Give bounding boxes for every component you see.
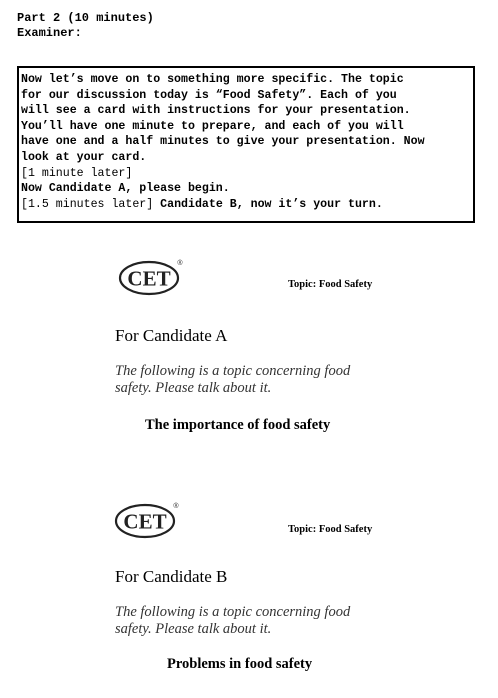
card-topic: Topic: Food Safety [288, 524, 373, 535]
script-line: look at your card. [21, 150, 147, 164]
script-line-text: Candidate B, now it’s your turn. [153, 197, 383, 211]
part-title: Part 2 (10 minutes) [17, 11, 154, 25]
cet-logo [114, 500, 178, 538]
card-instruction [115, 604, 405, 638]
presentation-subject: Problems in food safety [167, 656, 313, 672]
script-line-last [21, 197, 473, 213]
card-instruction [115, 363, 405, 397]
script-line: Now let’s move on to something more specific. The topic [21, 73, 404, 86]
card-topic: Topic: Food Safety [288, 279, 373, 290]
script-line: will see a card with instructions for your presentation. [21, 104, 411, 118]
script-line: You’ll have one minute to prepare, and each of you will [21, 119, 404, 133]
instruction-line: safety. Please talk about it. [115, 380, 272, 396]
script-line: Now Candidate A, please begin. [21, 182, 230, 196]
presentation-subject: The importance of food safety [145, 417, 331, 433]
timing-note: [1.5 minutes later] [21, 197, 154, 211]
script-line: for our discussion today is “Food Safety”. Each of you [21, 88, 397, 102]
logo-text: CET [123, 509, 167, 534]
logo-text: CET [127, 266, 171, 291]
script-line: have one and a half minutes to give your presentation. Now [21, 135, 425, 149]
examiner-script-box [17, 66, 475, 223]
section-header [17, 11, 154, 41]
registered-mark: ® [177, 260, 183, 267]
instruction-line: The following is a topic concerning food [115, 363, 351, 379]
instruction-line: The following is a topic concerning food [115, 604, 351, 620]
role-label: Examiner: [17, 26, 82, 40]
instruction-line: safety. Please talk about it. [115, 621, 272, 637]
candidate-heading: For Candidate A [115, 326, 228, 345]
candidate-card-a [0, 253, 498, 443]
candidate-heading: For Candidate B [115, 567, 228, 586]
script-line: [1 minute later] [21, 166, 133, 180]
candidate-card-b [0, 496, 498, 686]
cet-logo [118, 257, 182, 295]
registered-mark: ® [173, 503, 179, 510]
